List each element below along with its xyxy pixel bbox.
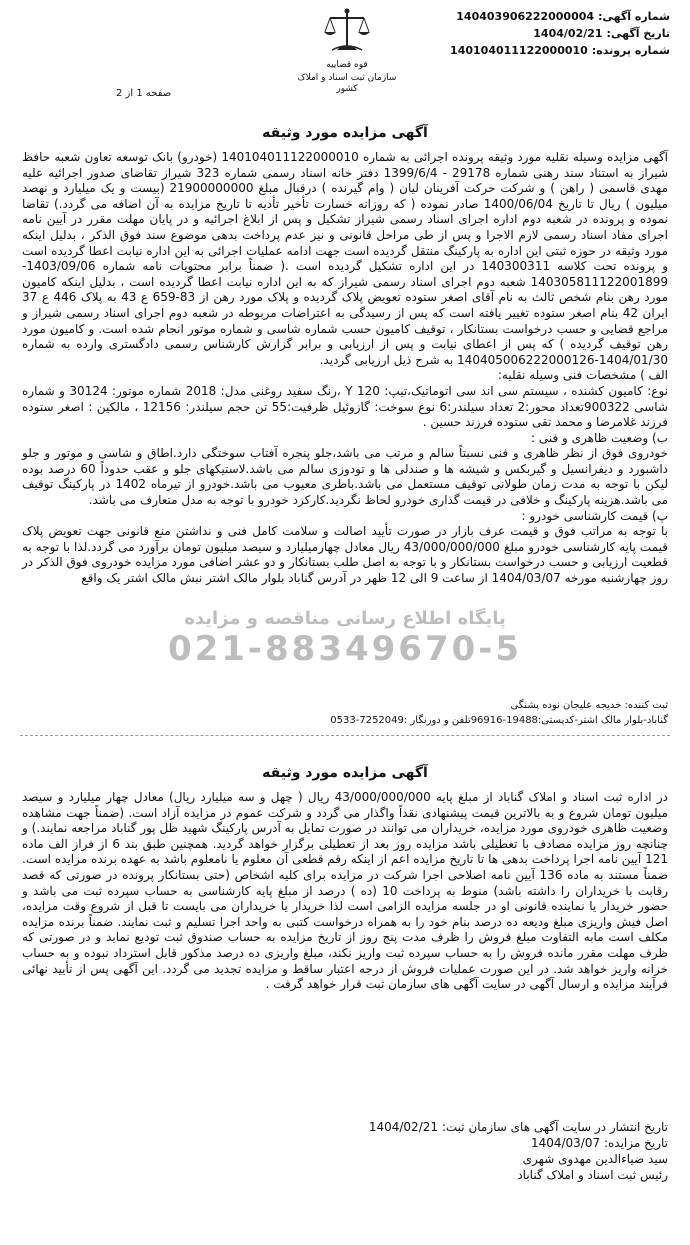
section-a-heading: الف ) مشخصات فنی وسیله نقلیه: — [497, 368, 668, 383]
watermark-phone: 021-88349670-5 — [167, 629, 523, 669]
auction-date: 1404/03/07 — [530, 1136, 601, 1150]
section-c-heading: پ) قیمت کارشناسی خودرو : — [521, 508, 668, 523]
notice-2-body: در اداره ثبت اسناد و املاک گناباد از مبلغ پایه 43/000/000/000 ریال ( چهل و سه میلیارد ریال) معادل چهار میلیارد و سیصد میلیون تومان شروع و به بالاترین قیمت پیشنهادی نقداً واگذار می گردد و شرکت عموم در مزایده آزاد است. (ضمناً جهت مشاهده وضعیت ظاهری خودروی مورد مزایده، خریداران می توانند در صورت تمایل به آدرس پارکینگ شهید ظل پور گناباد مراجعه نمایند.) و چنانچه روز مزایده مصادف با تعطیلی باشد مزایده روز بعد از تعطیلی برگزار خواهد گردید. همچنین طبق بند 6 از فراز الف ماده 121 آیین نامه اجرا پرداخت بدهی ها تا تاریخ مزایده اعم از اینکه رقم قطعی آن معلوم یا نامعلوم باشد به عهده برنده مزایده است. ضمناً مستند به ماده 136 آیین نامه اصلاحی اجرا شرکت در مزایده برای کلیه اشخاص (حتی بستانکار پرونده در صورتی که قصد رقابت با خریداران را داشته باشد) منوط به پرداخت 10 (ده ) درصد از مبلغ پایه کارشناسی به حساب سپرده ثبت می باشد و حضور خریدار یا نماینده قانونی او در جلسه مزایده الزامی است لذا خریدار یا خریداران می بایست تا قبل از شروع وقت مزایده، اصل فیش واریزی مبلغ ودیعه ده درصد بنام خود را به همراه درخواست کتبی به واحد اجرا تسلیم و ثبت نمایند. ضمناً برنده مزایده مکلف است مابه التفاوت مبلغ فروش را ظرف مدت پنج روز از تاریخ مزایده به حساب صندوق ثبت تودیع نماید و در صورتی که ظرف مهلت مقرر مانده فروش را به حساب سپرده ثبت واریز نکند، مبلغ واریزی ده درصد مذکور قابل استرداد نبوده و به حساب خزانه واریز خواهد شد. در این صورت عملیات فروش از درجه اعتبار ساقط و مزایده تجدید می گردد. این آگهی پس از تأیید نهائی فرآیند مزایده و ارسال آگهی در سایت آگهی های سازمان ثبت قرار خواهد گرفت . — [22, 790, 669, 992]
notice-1-intro: آگهی مزایده وسیله نقلیه مورد وثیقه پرونده اجرائی به شماره 140104011122000010 (خودرو) بانک توسعه تعاون شعبه حافظ شیراز به استناد سند رهنی شماره 29178 - 1399/6/4 دفتر خانه اسناد رسمی شماره 323 شیراز تقاضای صدور اجرائیه علیه مهدی قاسمی ( راهن ) و شرکت حرکت آفرینان لیان ( وام گیرنده ) درقبال مبلغ 21900000000 (بیست و یک میلیارد و نهصد میلیون ) ریال تا تاریخ 1400/06/04 صادر نموده ( که روزانه خسارت تأخیر تأدیه تا تاریخ مزایده به آن اضافه می گردد.) تقاضا نموده و پرونده در شعبه دوم اداره اجرای اسناد رسمی شیراز تشکیل و پس از ابلاغ اجرائیه و در پایان مهلت مقرر در آیین نامه اجرای مفاد اسناد رسمی لازم الاجرا و پس از طی مراحل قانونی و نیز عدم پرداخت بدهی موضوع سند فوق الذکر ، بدلیل اینکه مورد وثیقه در حوزه ثبتی این اداره به پارکینگ منتقل گردیده است جهت ادامه عملیات اجرائی به این اداره نیابت اعطا گردیده است و پرونده تحت کلاسه 140300311 در این اداره تشکیل گردیده است .( ضمناً برابر محتویات نامه شماره 1403/09/06-140305811122001899 شعبه دوم اجرای اسناد رسمی شیراز که به این اداره نیابت اعطا گردیده است ، بدلیل اینکه کامیون مورد رهن بنام شخص ثالث به نام آقای اصغر ستوده تعویض پلاک گردیده و پلاک مورد رهن از 83-659 ع 43 به پلاک 446 ع 37 ایران 42 بنام اصغر ستوده تغییر یافته است که پس از رسیدگی به اعتراضات مربوطه در شعبه دوم اجرای اسناد رسمی شیراز و مراجع قضایی و حسب درخواست بستانکار ، توقیف کامیون حسب شماره شاسی و شماره موتور انجام شده است. و کامیون مورد رهن توقیف گردیده ) که پس از اعطای نیابت و پس از ارزیابی و برابر گزارش کارشناس رسمی دادگستری وارده به شماره 1404/01/30-140405006222000126 به شرح ذیل ارزیابی گردید. — [22, 150, 669, 367]
publication-date-line — [369, 1119, 668, 1135]
office-address: گناباد-بلوار مالک اشتر-کدپستی:19488-96916تلفن و دورنگار :7252049-0533 — [330, 715, 668, 726]
signer-name: سید ضیاءالدین مهدوی شهری — [522, 1152, 668, 1166]
ad-number: 140403906222000004 — [456, 10, 595, 23]
auction-date-label: تاریخ مزایده: — [603, 1136, 668, 1150]
emblem-caption-organization: سازمان ثبت اسناد و املاک کشور — [297, 73, 397, 94]
notice-2-title: آگهی مزایده مورد وثیقه — [262, 765, 428, 781]
section-a-specs: نوع: کامیون کشنده ، سیستم سی اند سی اتوماتیک،تیپ: Y 120 ،رنگ سفید روغنی مدل: 2018 شماره موتور: 30124 و شماره شاسی 900322تعداد محور:2 تعداد سیلندر:6 نوع سوخت: گازوئیل ظرفیت:55 تن حجم سیلندر: 12156 ، مالکین : اصغر ستوده فرزند غلامرضا و محمد تقی ستوده فرزند حسین . — [22, 383, 668, 430]
section-b-condition: خودروی فوق از نظر ظاهری و فنی نسبتاً سالم و مرتب می باشد،جلو پنجره آفتاب سوختگی دارد.اطاق و شاسی و موتور و جلو داشبورد و دیفرانسیل و گیربکس و شیشه ها و صندلی ها و تودوزی سالم می باشد.لاستیکهای جلو و عقب حدوداً 60 درصد بوده لیکن با توجه به مدت زمان طولانی توقیف مستعمل می باشد.باطری معیوب می باشد.خودرو از تیرماه 1402 در پارکینگ توقیف می باشد.هزینه پارکینگ و خلافی در قیمت گذاری خودرو لحاظ نگردید.کارکرد خودرو با توجه به مدل متعارف می باشد. — [22, 446, 669, 508]
ad-date-label: تاریخ آگهی: — [606, 27, 670, 40]
publication-date: 1404/02/21 — [368, 1120, 439, 1134]
signer-title: رئیس ثبت اسناد و املاک گناباد — [517, 1168, 668, 1182]
case-number: 140104011122000010 — [450, 44, 588, 57]
page-indicator: صفحه 1 از 2 — [116, 88, 172, 99]
section-b-heading: ب) وضعیت ظاهری و فنی : — [531, 430, 668, 445]
ad-number-label: شماره آگهی: — [598, 10, 670, 23]
ad-meta — [446, 8, 670, 59]
scales-of-justice-icon — [324, 6, 370, 54]
ad-date: 1404/02/21 — [533, 27, 603, 40]
case-number-label: شماره پرونده: — [591, 44, 670, 57]
notice-1-body — [22, 150, 668, 587]
publication-date-label: تاریخ انتشار در سایت آگهی های سازمان ثبت: — [441, 1120, 668, 1134]
section-divider — [20, 735, 670, 736]
judiciary-emblem — [292, 6, 402, 95]
auction-date-line — [531, 1135, 668, 1151]
watermark — [110, 608, 580, 669]
watermark-text: پایگاه اطلاع رسانی مناقصه و مزایده — [184, 608, 506, 629]
registrar-line: ثبت کننده: خدیجه علیجان نوده پشنگی — [510, 700, 668, 711]
emblem-caption-judiciary: قوه قضاییه — [326, 60, 368, 70]
notice-1-title: آگهی مزایده مورد وثیقه — [262, 125, 428, 141]
section-c-valuation: با توجه به مراتب فوق و قیمت عرف بازار در صورت تأیید اصالت و سلامت کامل فنی و نداشتن منع قانونی جهت تعویض پلاک قیمت پایه کارشناسی خودرو مبلغ 43/000/000/000 ریال معادل چهارمیلیارد و سیصد میلیون تومان برآورد می گردد.لذا با توجه به قطعیت ارزیابی و حسب درخواست بستانکار و با توجه به اصل طلب بستانکار و دو عشر اضافی مورد مزایده خودروی فوق الذکر در روز چهارشنبه مورخه 1404/03/07 از ساعت 9 الی 12 ظهر در آدرس گناباد بلوار مالک اشتر نبش مالک اشتر یک واقع — [22, 524, 668, 586]
